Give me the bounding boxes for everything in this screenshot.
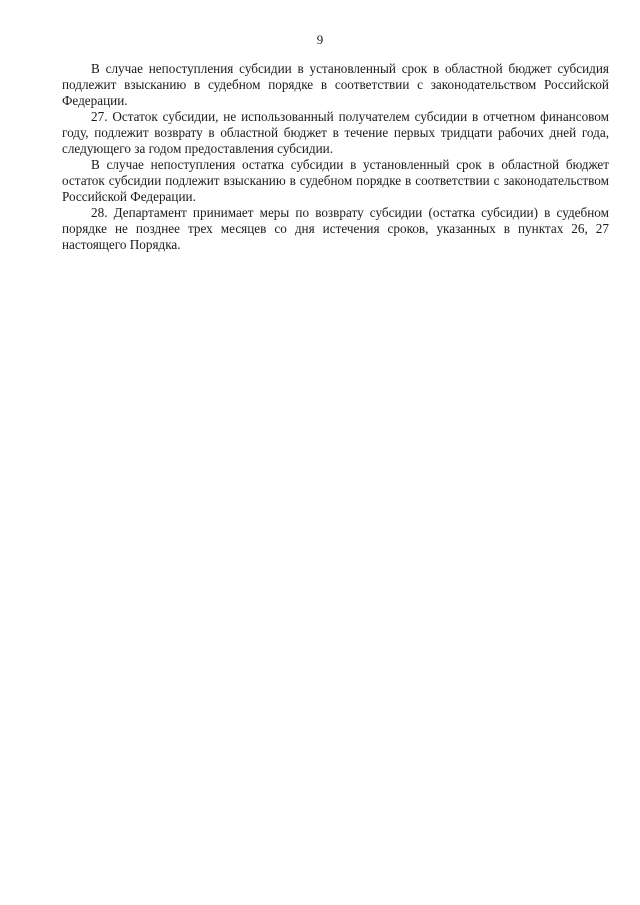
document-body bbox=[62, 61, 609, 253]
paragraph-subsidy-recovery: В случае непоступления субсидии в установленный срок в областной бюджет субсидия подлежит взысканию в судебном порядке в соответствии с законодательством Российской Федерации. bbox=[62, 61, 609, 108]
paragraph-27-unused-balance: 27. Остаток субсидии, не использованный получателем субсидии в отчетном финансовом году, подлежит возврату в областной бюджет в течение первых тридцати рабочих дней года, следующего за годом предоставления субсидии. bbox=[62, 109, 609, 156]
page-number: 9 bbox=[316, 32, 324, 47]
paragraph-balance-recovery: В случае непоступления остатка субсидии в установленный срок в областной бюджет остаток субсидии подлежит взысканию в судебном порядке в соответствии с законодательством Российской Федерации. bbox=[62, 157, 609, 204]
paragraph-28-department-measures: 28. Департамент принимает меры по возврату субсидии (остатка субсидии) в судебном порядке не позднее трех месяцев со дня истечения сроков, указанных в пунктах 26, 27 настоящего Порядка. bbox=[62, 205, 609, 252]
